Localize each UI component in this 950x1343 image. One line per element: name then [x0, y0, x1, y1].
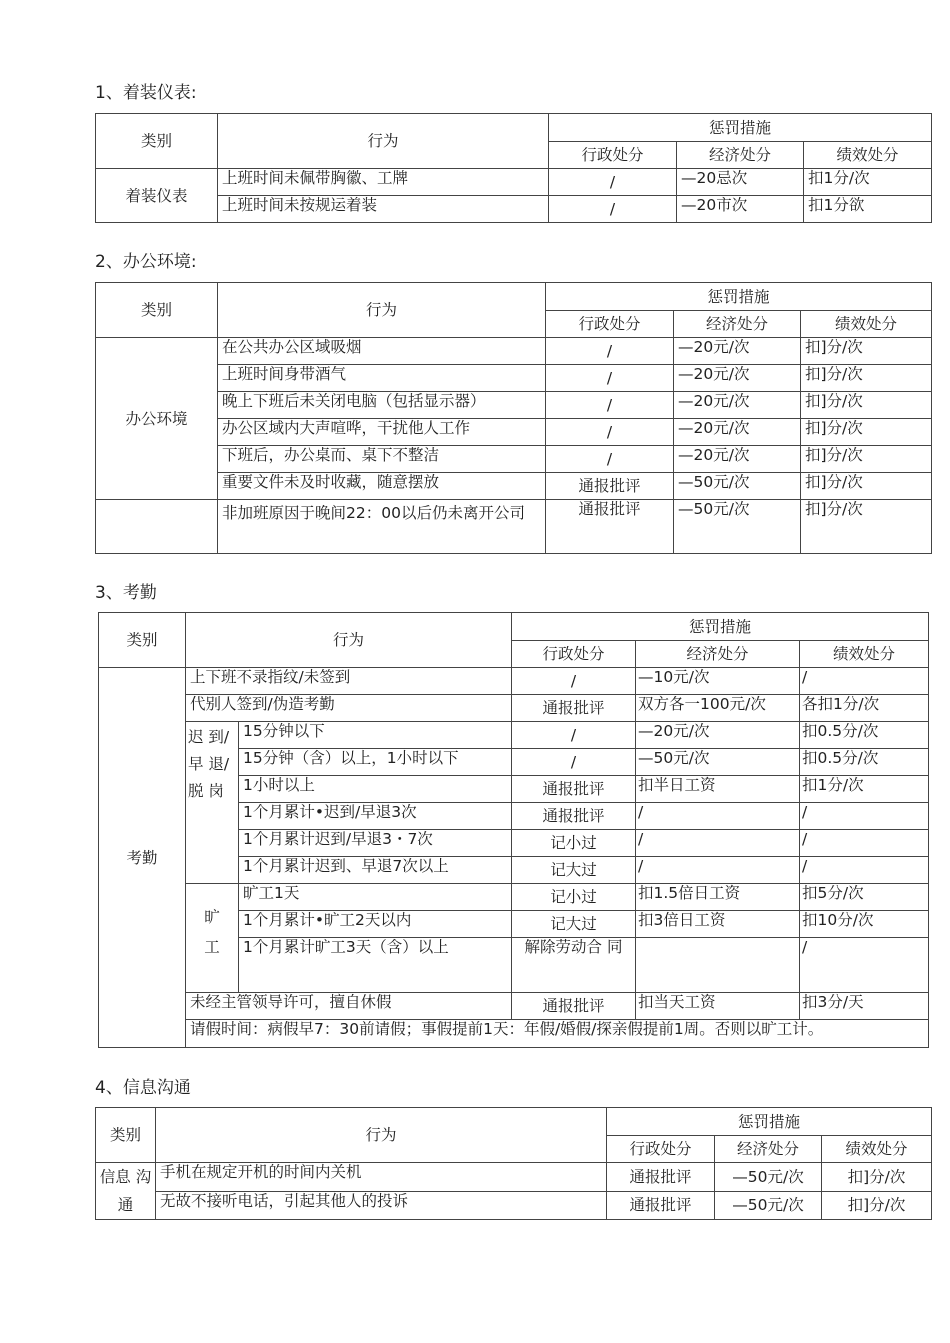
economic-cell: 扣3倍日工资: [636, 911, 800, 938]
header-admin: 行政处分: [546, 311, 674, 338]
subcategory-late-cell: [186, 722, 239, 884]
behavior-cell: 上下班不录指纹/未签到: [186, 668, 512, 695]
header-behavior: 行为: [218, 283, 546, 338]
category-cell: 考勤: [99, 668, 186, 1048]
table-row: [96, 365, 932, 392]
subcategory-late-line: 迟 到/: [188, 728, 230, 746]
economic-cell: —10元/次: [636, 668, 800, 695]
behavior-cell: 1个月累计•旷工2天以内: [239, 911, 512, 938]
performance-cell: /: [800, 938, 929, 993]
table-row: [96, 473, 932, 500]
performance-cell: /: [800, 668, 929, 695]
category-cell: 着装仪表: [96, 169, 218, 223]
performance-cell: 扣5分/次: [800, 884, 929, 911]
behavior-cell: 15分钟以下: [239, 722, 512, 749]
performance-cell: 扣]分/次: [801, 338, 932, 365]
economic-cell: /: [636, 830, 800, 857]
behavior-cell: 非加班原因于晚间22：00以后仍未离开公司: [218, 500, 546, 554]
header-admin: 行政处分: [607, 1136, 715, 1163]
economic-cell: —20元/次: [674, 419, 801, 446]
subcategory-absent-line: 工: [204, 938, 220, 956]
table-row: [96, 446, 932, 473]
header-category: 类别: [96, 114, 218, 169]
admin-cell: /: [512, 749, 636, 776]
performance-cell: 扣]分/次: [822, 1191, 932, 1220]
behavior-cell: 上班时间未按规运着装: [218, 196, 549, 223]
economic-cell: —20元/次: [636, 722, 800, 749]
economic-cell: 扣1.5倍日工资: [636, 884, 800, 911]
economic-cell: /: [636, 803, 800, 830]
admin-cell: /: [546, 419, 674, 446]
performance-cell: 扣0.5分/次: [800, 749, 929, 776]
header-category: 类别: [96, 283, 218, 338]
subcategory-late-line: 脱 岗: [188, 782, 224, 800]
performance-cell: 扣0.5分/次: [800, 722, 929, 749]
behavior-cell: 1小时以上: [239, 776, 512, 803]
header-performance: 绩效处分: [800, 641, 929, 668]
table-row: [96, 1163, 932, 1192]
behavior-cell: 上班时间未佩带胸徽、工牌: [218, 169, 549, 196]
table-row: [99, 695, 929, 722]
admin-cell: /: [549, 196, 677, 223]
table-row: [96, 392, 932, 419]
performance-cell: 扣1分欲: [804, 196, 932, 223]
performance-cell: 扣1分/次: [804, 169, 932, 196]
behavior-cell: 无故不接听电话，引起其他人的投诉: [156, 1191, 607, 1220]
economic-cell: 双方各一100元/次: [636, 695, 800, 722]
category-cell: 办公环境: [96, 338, 218, 500]
header-performance: 绩效处分: [801, 311, 932, 338]
table-row: [96, 196, 932, 223]
performance-cell: /: [800, 857, 929, 884]
table-row: [96, 338, 932, 365]
header-economic: 经济处分: [636, 641, 800, 668]
performance-cell: 扣]分/次: [801, 392, 932, 419]
behavior-cell: 1个月累计迟到、早退7次以上: [239, 857, 512, 884]
section-3-heading: 3、考勤: [95, 583, 157, 603]
behavior-cell: 下班后，办公桌而、桌下不整洁: [218, 446, 546, 473]
subcategory-absent-cell: [186, 884, 239, 993]
performance-cell: /: [800, 830, 929, 857]
economic-cell: —50元/次: [674, 500, 801, 554]
section-2-heading: 2、办公环境:: [95, 252, 197, 272]
behavior-cell: 未经主管领导许可，擅自休假: [186, 993, 512, 1020]
economic-cell: —20元/次: [674, 365, 801, 392]
header-performance: 绩效处分: [804, 142, 932, 169]
economic-cell: 扣当天工资: [636, 993, 800, 1020]
subcategory-absent-line: 旷: [204, 908, 220, 926]
section-1-table: [95, 113, 932, 223]
admin-cell: 解除劳动合 同: [512, 938, 636, 993]
admin-cell: /: [512, 668, 636, 695]
header-punishment: 惩罚措施: [546, 283, 932, 311]
header-category: 类别: [99, 613, 186, 668]
category-line: 通: [117, 1196, 134, 1214]
admin-cell: 记小过: [512, 884, 636, 911]
table-row: [99, 993, 929, 1020]
section-4-table: [95, 1107, 932, 1220]
economic-cell: —50元/次: [674, 473, 801, 500]
behavior-cell: 晚上下班后未关闭电脑（包括显示器）: [218, 392, 546, 419]
header-behavior: 行为: [186, 613, 512, 668]
behavior-cell: 15分钟（含）以上，1小时以下: [239, 749, 512, 776]
economic-cell: /: [636, 857, 800, 884]
performance-cell: 扣3分/天: [800, 993, 929, 1020]
header-economic: 经济处分: [677, 142, 804, 169]
subcategory-late-line: 早 退/: [188, 755, 230, 773]
admin-cell: 通报批评: [512, 803, 636, 830]
economic-cell: —20忌次: [677, 169, 804, 196]
behavior-cell: 1个月累计•迟到/早退3次: [239, 803, 512, 830]
behavior-cell: 上班时间身带酒气: [218, 365, 546, 392]
behavior-cell: 旷工1天: [239, 884, 512, 911]
performance-cell: 扣1分/次: [800, 776, 929, 803]
header-category: 类别: [96, 1108, 156, 1163]
admin-cell: 通报批评: [546, 473, 674, 500]
performance-cell: 扣]分/次: [822, 1163, 932, 1192]
admin-cell: 通报批评: [512, 695, 636, 722]
header-economic: 经济处分: [674, 311, 801, 338]
behavior-cell: 手机在规定开机的时间内关机: [156, 1163, 607, 1192]
admin-cell: /: [546, 338, 674, 365]
header-behavior: 行为: [218, 114, 549, 169]
behavior-cell: 1个月累计迟到/早退3・7次: [239, 830, 512, 857]
admin-cell: 记大过: [512, 911, 636, 938]
economic-cell: —20元/次: [674, 392, 801, 419]
behavior-cell: 1个月累计旷工3天（含）以上: [239, 938, 512, 993]
economic-cell: —50元/次: [715, 1163, 822, 1192]
admin-cell: 记小过: [512, 830, 636, 857]
economic-cell: —20元/次: [674, 338, 801, 365]
leave-note-cell: 请假时间：病假早7：30前请假；事假提前1天：年假/婚假/探亲假提前1周。否则以旷工计。: [186, 1020, 929, 1048]
performance-cell: 扣]分/次: [801, 446, 932, 473]
section-2-table: [95, 282, 932, 554]
admin-cell: /: [546, 365, 674, 392]
economic-cell: 扣半日工资: [636, 776, 800, 803]
table-row: [96, 1191, 932, 1220]
section-4-heading: 4、信息沟通: [95, 1078, 191, 1098]
behavior-cell: 重要文件未及时收藏，随意摆放: [218, 473, 546, 500]
table-row: [99, 1020, 929, 1048]
admin-cell: /: [546, 392, 674, 419]
table-row: [99, 884, 929, 911]
admin-cell: 通报批评: [512, 993, 636, 1020]
admin-cell: 通报批评: [607, 1191, 715, 1220]
performance-cell: 扣]分/次: [801, 473, 932, 500]
section-3-table: [98, 612, 929, 1048]
behavior-cell: 在公共办公区域吸烟: [218, 338, 546, 365]
performance-cell: 扣]分/次: [801, 365, 932, 392]
admin-cell: /: [549, 169, 677, 196]
performance-cell: 扣10分/次: [800, 911, 929, 938]
economic-cell: —50元/次: [715, 1191, 822, 1220]
economic-cell: —20市次: [677, 196, 804, 223]
section-1-heading: 1、着装仪表:: [95, 83, 197, 103]
header-admin: 行政处分: [512, 641, 636, 668]
header-performance: 绩效处分: [822, 1136, 932, 1163]
table-row: [99, 668, 929, 695]
performance-cell: /: [800, 803, 929, 830]
header-punishment: 惩罚措施: [607, 1108, 932, 1136]
admin-cell: 通报批评: [512, 776, 636, 803]
admin-cell: 通报批评: [607, 1163, 715, 1192]
table-row: [99, 722, 929, 749]
header-economic: 经济处分: [715, 1136, 822, 1163]
header-admin: 行政处分: [549, 142, 677, 169]
category-line: 信息 沟: [99, 1168, 152, 1186]
table-row: [96, 500, 932, 554]
behavior-cell: 办公区域内大声喧哗，干扰他人工作: [218, 419, 546, 446]
performance-cell: 扣]分/次: [801, 419, 932, 446]
performance-cell: 各扣1分/次: [800, 695, 929, 722]
admin-cell: 通报批评: [546, 500, 674, 554]
economic-cell: —20元/次: [674, 446, 801, 473]
admin-cell: /: [546, 446, 674, 473]
behavior-cell: 代别人签到/伪造考勤: [186, 695, 512, 722]
table-row: [96, 169, 932, 196]
economic-cell: —50元/次: [636, 749, 800, 776]
header-punishment: 惩罚措施: [512, 613, 929, 641]
economic-cell: [636, 938, 800, 993]
table-row: [96, 419, 932, 446]
empty-category-cell: [96, 500, 218, 554]
header-punishment: 惩罚措施: [549, 114, 932, 142]
performance-cell: 扣]分/次: [801, 500, 932, 554]
admin-cell: 记大过: [512, 857, 636, 884]
admin-cell: /: [512, 722, 636, 749]
category-cell: [96, 1163, 156, 1220]
header-behavior: 行为: [156, 1108, 607, 1163]
